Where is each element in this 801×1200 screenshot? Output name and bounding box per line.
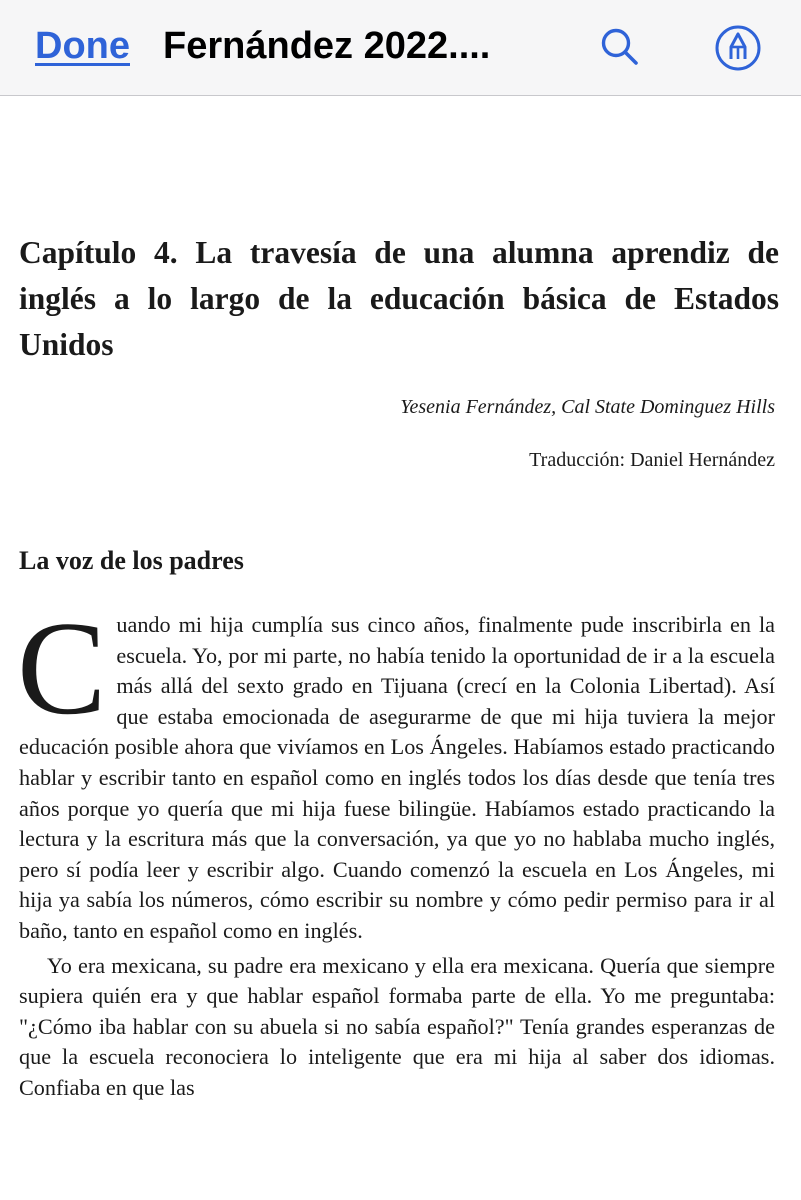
paragraph xyxy=(19,951,775,1104)
search-icon xyxy=(594,22,646,74)
paragraph-text: Yo era mexicana, su padre era mexicano y ella era mexicana. Quería que siempre supiera quién era y que hablar español formaba parte de ella. Yo me preguntaba: "¿Cómo iba hablar con su abuela si no sabía español?" Tenía grandes esperanzas de que la escuela reconociera lo inteligente que era mi hija al saber dos idiomas. Confiaba en que las xyxy=(19,952,775,1100)
navigation-bar xyxy=(0,0,801,96)
body-text xyxy=(17,594,775,1104)
markup-button[interactable] xyxy=(712,22,764,74)
drop-cap: C xyxy=(17,594,107,742)
done-button[interactable]: Done xyxy=(35,25,130,67)
paragraph-text: uando mi hija cumplía sus cinco años, finalmente pude inscribirla en la escuela. Yo, por mi parte, no había tenido la oportunidad de ir a la escuela más allá del sexto grado en Tijuana (crecí en la Colonia Libertad). Así que estaba emocionada de asegurarme de que mi hija tuviera la mejor educación posible ahora que vivíamos en Los Ángeles. Habíamos estado practicando hablar y escribir tanto en español como en inglés todos los días desde que tenía tres años porque yo quería que mi hija fuese bilingüe. Habíamos estado practicando la lectura y la escritura más que la conversación, ya que yo no hablaba mucho inglés, pero sí podía leer y escribir algo. Cuando comenzó la escuela en Los Ángeles, mi hija ya sabía los números, cómo escribir su nombre y cómo pedir permiso para ir al baño, tanto en español como en inglés. xyxy=(19,612,775,943)
markup-pen-icon xyxy=(712,22,764,74)
document-title: Fernández 2022.... xyxy=(163,25,491,67)
translator-line: Traducción: Daniel Hernández xyxy=(529,449,775,471)
search-button[interactable] xyxy=(594,22,646,74)
document-page[interactable] xyxy=(0,97,801,1200)
chapter-title: Capítulo 4. La travesía de una alumna aprendiz de inglés a lo largo de la educación básica de Estados Unidos xyxy=(19,235,779,362)
paragraph xyxy=(17,594,775,947)
section-title: La voz de los padres xyxy=(19,546,244,575)
author-line: Yesenia Fernández, Cal State Dominguez Hills xyxy=(400,396,775,418)
